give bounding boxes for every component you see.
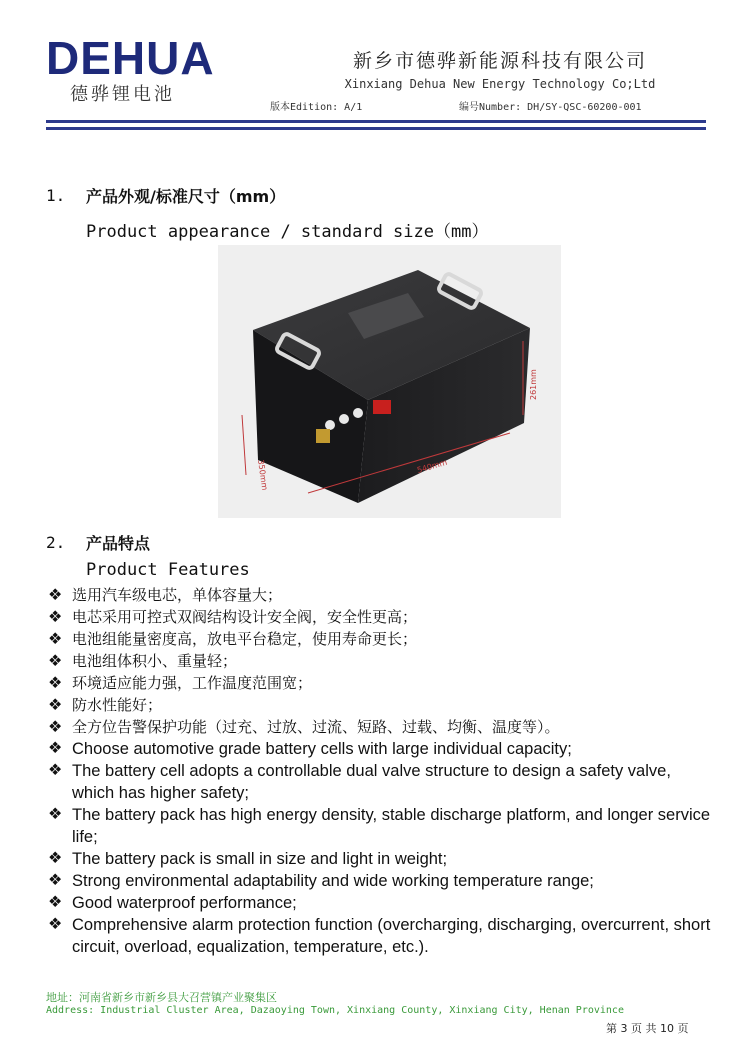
diamond-bullet-icon: ❖ [48,585,63,604]
list-item: ❖ 环境适应能力强，工作温度范围宽； [48,673,313,692]
list-item: ❖ 电芯采用可控式双阀结构设计安全阀，安全性更高； [48,607,418,626]
header-rule-bottom [46,127,706,130]
company-name-cn: 新乡市德骅新能源科技有限公司 [352,50,647,72]
section-1-number: 1. [46,186,66,205]
diamond-bullet-icon: ❖ [48,894,63,911]
feature-list [46,584,716,958]
diamond-bullet-icon: ❖ [48,629,63,648]
document-number: 编号Number: DH/SY-QSC-60200-001 [459,102,642,113]
logo-subtitle: 德骅锂电池 [70,84,175,105]
dimension-length-label: 540mm [416,457,449,475]
footer-address-en: Address: Industrial Cluster Area, Dazaoying Town, Xinxiang County, Xinxiang City, Henan Province [46,1005,624,1016]
diamond-bullet-icon: ❖ [48,872,63,889]
diamond-bullet-icon: ❖ [48,607,63,626]
header-rule-top [46,120,706,123]
section-2-title-en: Product Features [86,560,250,580]
diamond-bullet-icon: ❖ [48,717,63,736]
dimension-height-label: 261mm [529,369,538,400]
list-item: ❖ 电池组体积小、重量轻； [48,651,238,670]
section-1-title-cn: 产品外观/标准尺寸（mm） [86,187,286,206]
diamond-bullet-icon: ❖ [48,806,63,823]
list-item: ❖ Comprehensive alarm protection function (overcharging, discharging, overcurrent, short circuit, overload, equalization, temperature, etc.). [48,916,711,956]
diamond-bullet-icon: ❖ [48,651,63,670]
diamond-bullet-icon: ❖ [48,916,63,933]
edition-label: 版本Edition: A/1 [270,102,363,113]
dimension-width-label: 350mm [256,459,270,491]
company-name-en: Xinxiang Dehua New Energy Technology Co;Ltd [344,77,656,91]
section-2-title-cn: 产品特点 [86,534,151,553]
diamond-bullet-icon: ❖ [48,695,63,714]
list-item: ❖ The battery pack has high energy density, stable discharge platform, and longer service life; [48,806,711,846]
diamond-bullet-icon: ❖ [48,740,63,757]
list-item: ❖ 电池组能量密度高，放电平台稳定，使用寿命更长； [48,629,418,648]
list-item: ❖ Strong environmental adaptability and wide working temperature range; [48,872,594,890]
battery-illustration [218,245,561,518]
company-logo: DEHUA [46,32,215,84]
list-item: ❖ 防水性能好； [48,695,163,714]
battery-product-photo [218,245,561,518]
list-item: ❖ 全方位告警保护功能（过充、过放、过流、短路、过载、均衡、温度等）。 [48,717,560,736]
footer-address-cn: 地址：河南省新乡市新乡县大召营镇产业聚集区 [46,991,277,1004]
page-number: 第 3 页 共 10 页 [606,1022,689,1035]
list-item: ❖ The battery cell adopts a controllable dual valve structure to design a safety valve, which has higher safety; [48,762,671,802]
list-item: ❖ The battery pack is small in size and light in weight; [48,850,448,868]
diamond-bullet-icon: ❖ [48,762,63,779]
diamond-bullet-icon: ❖ [48,850,63,867]
list-item: ❖ 选用汽车级电芯，单体容量大； [48,585,283,604]
section-1-title-en: Product appearance / standard size（mm） [86,222,489,242]
section-2-number: 2. [46,533,66,552]
list-item: ❖ Good waterproof performance; [48,894,297,912]
list-item: ❖ Choose automotive grade battery cells with large individual capacity; [48,740,572,758]
diamond-bullet-icon: ❖ [48,673,63,692]
